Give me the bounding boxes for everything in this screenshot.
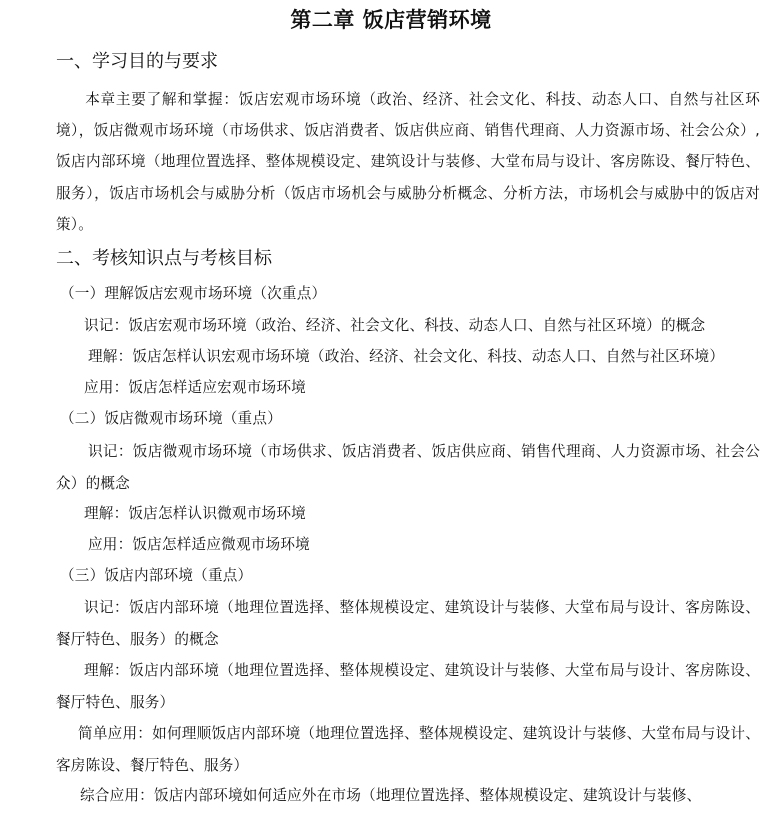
micro-understand: 理解：饭店怎样认识微观市场环境 [84, 505, 306, 522]
internal-understand: 理解：饭店内部环境（地理位置选择、整体规模设定、建筑设计与装修、大堂布局与设计、客房陈设、餐厅特色、服务） [56, 662, 760, 711]
internal-simple-apply: 简单应用：如何理顺饭店内部环境（地理位置选择、整体规模设定、建筑设计与装修、大堂布局与设计、客房陈设、餐厅特色、服务） [56, 725, 760, 774]
section-heading-assessment: 二、考核知识点与考核目标 [56, 248, 272, 269]
section-heading-objectives: 一、学习目的与要求 [56, 51, 218, 72]
subsection-heading-micro: （二）饭店微观市场环境（重点） [60, 410, 282, 427]
micro-recall: 识记：饭店微观市场环境（市场供求、饭店消费者、饭店供应商、销售代理商、人力资源市场、社会公众）的概念 [56, 443, 760, 492]
internal-comprehensive-apply: 综合应用：饭店内部环境如何适应外在市场（地理位置选择、整体规模设定、建筑设计与装修、 [80, 787, 702, 804]
objectives-paragraph: 本章主要了解和掌握：饭店宏观市场环境（政治、经济、社会文化、科技、动态人口、自然与社区环境），饭店微观市场环境（市场供求、饭店消费者、饭店供应商、销售代理商、人力资源市场、社会公众）,饭店内部环境（地理位置选择、整体规模设定、建筑设计与装修、大堂布局与设计、客房陈设、餐厅特色、服务），饭店市场机会与威胁分析（饭店市场机会与威胁分析概念、分析方法，市场机会与威胁中的饭店对策）。 [56, 91, 760, 233]
internal-recall: 识记：饭店内部环境（地理位置选择、整体规模设定、建筑设计与装修、大堂布局与设计、客房陈设、餐厅特色、服务）的概念 [56, 599, 760, 648]
chapter-title: 第二章 饭店营销环境 [290, 7, 492, 32]
micro-apply: 应用：饭店怎样适应微观市场环境 [88, 536, 310, 553]
macro-recall: 识记：饭店宏观市场环境（政治、经济、社会文化、科技、动态人口、自然与社区环境）的概念 [84, 317, 706, 334]
subsection-heading-macro: （一）理解饭店宏观市场环境（次重点） [60, 285, 327, 302]
subsection-heading-internal: （三）饭店内部环境（重点） [60, 567, 253, 584]
macro-apply: 应用：饭店怎样适应宏观市场环境 [84, 379, 306, 396]
macro-understand: 理解：饭店怎样认识宏观市场环境（政治、经济、社会文化、科技、动态人口、自然与社区环境） [88, 348, 725, 365]
